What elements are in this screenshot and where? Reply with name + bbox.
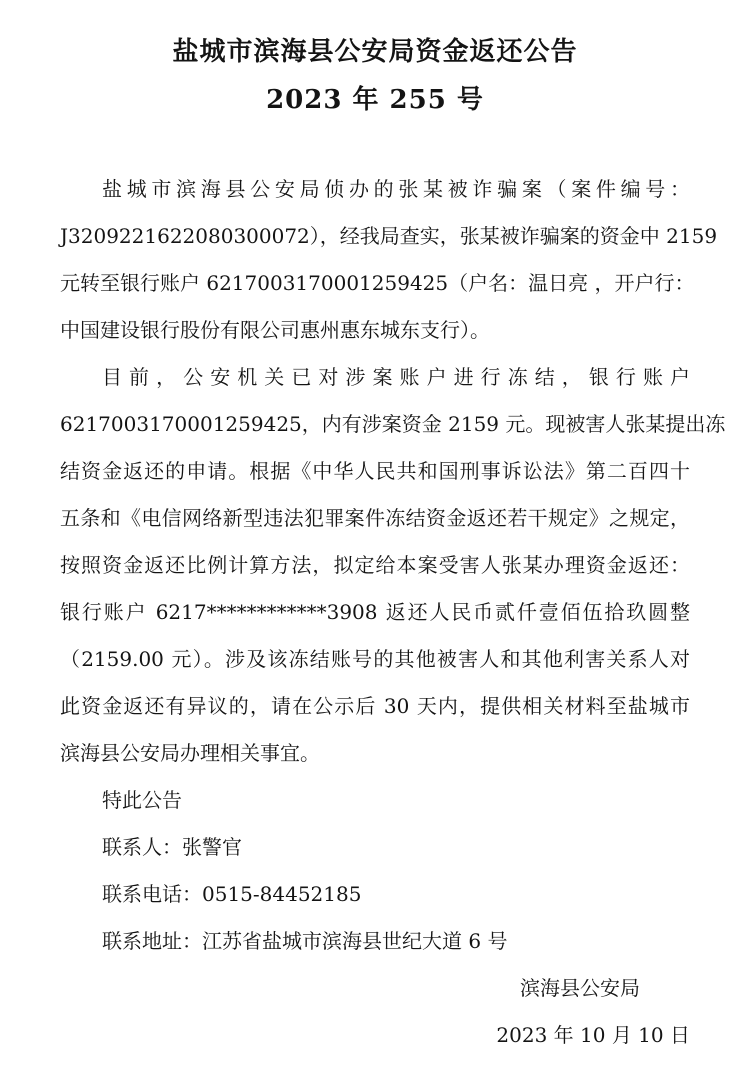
paragraph-line: 中国建设银行股份有限公司惠州惠东城东支行）。 (60, 318, 490, 342)
paragraph-line: 此资金返还有异议的，请在公示后 30 天内，提供相关材料至盐城市 (60, 694, 690, 718)
paragraph-line: 按照资金返还比例计算方法，拟定给本案受害人张某办理资金返还： (60, 553, 690, 577)
paragraph-line: 银行账户 6217************3908 返还人民币贰仟壹佰伍拾玖圆整 (60, 600, 690, 624)
paragraph-line: （2159.00 元）。涉及该冻结账号的其他被害人和其他利害关系人对 (60, 647, 690, 671)
paragraph-line: J3209221622080300072），经我局查实，张某被诈骗案的资金中 2159 (60, 224, 718, 248)
notice-number: 2023 年 255 号 (266, 85, 484, 115)
paragraph-line: 盐城市滨海县公安局侦办的张某被诈骗案（案件编号： (102, 177, 690, 201)
contact-phone: 联系电话：0515-84452185 (102, 882, 362, 906)
paragraph-line: 6217003170001259425，内有涉案资金 2159 元。现被害人张某提出冻 (60, 412, 726, 436)
notice-body (60, 166, 726, 1059)
issue-date: 2023 年 10 月 10 日 (496, 1023, 690, 1047)
paragraph-line: 五条和《电信网络新型违法犯罪案件冻结资金返还若干规定》之规定， (60, 506, 690, 530)
paragraph-line: 结资金返还的申请。根据《中华人民共和国刑事诉讼法》第二百四十 (60, 459, 690, 483)
issuer-signature: 滨海县公安局 (520, 976, 640, 1000)
paragraph-refund-details (60, 354, 726, 777)
paragraph-line: 元转至银行账户 6217003170001259425（户名：温日亮 ，开户行： (60, 271, 695, 295)
paragraph-case-summary (60, 166, 718, 354)
paragraph-line: 目前，公安机关已对涉案账户进行冻结，银行账户 (102, 365, 690, 389)
notice-title: 盐城市滨海县公安局资金返还公告 (172, 37, 578, 67)
contact-address: 联系地址：江苏省盐城市滨海县世纪大道 6 号 (102, 929, 508, 953)
paragraph-line: 滨海县公安局办理相关事宜。 (60, 741, 320, 765)
closing-statement: 特此公告 (102, 788, 182, 812)
contact-person: 联系人：张警官 (102, 835, 242, 859)
